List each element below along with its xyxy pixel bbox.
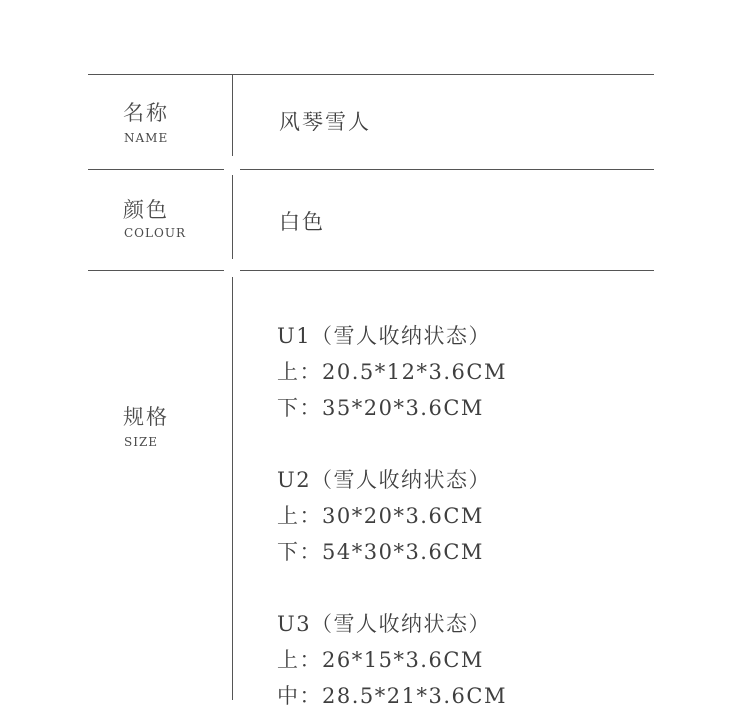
spec-line: 上：20.5*12*3.6CM xyxy=(277,360,507,384)
name-value: 风琴雪人 xyxy=(279,110,371,134)
name-label-en: NAME xyxy=(124,131,169,145)
spec-line: 下：35*20*3.6CM xyxy=(277,396,484,420)
column-divider-colour xyxy=(232,175,233,259)
spec-line: 上：30*20*3.6CM xyxy=(277,504,484,528)
name-label: 名称 xyxy=(123,101,169,125)
spec-group-u3 xyxy=(277,606,507,714)
colour-label-en: COLOUR xyxy=(124,226,186,240)
colour-label: 颜色 xyxy=(123,198,169,222)
table-top-border xyxy=(88,74,654,75)
size-label: 规格 xyxy=(123,405,169,429)
column-divider-name xyxy=(232,74,233,156)
size-label-en: SIZE xyxy=(124,435,159,449)
spec-line: 下：54*30*3.6CM xyxy=(277,540,484,564)
row-divider-right-2 xyxy=(240,270,654,271)
spec-title: U2（雪人收纳状态） xyxy=(277,468,492,492)
spec-group-u2 xyxy=(277,462,491,570)
row-divider-left-2 xyxy=(88,270,224,271)
spec-group-u1 xyxy=(277,318,507,426)
spec-line: 上：26*15*3.6CM xyxy=(277,648,484,672)
spec-title: U1（雪人收纳状态） xyxy=(277,324,492,348)
row-divider-left-1 xyxy=(88,169,224,170)
row-divider-right-1 xyxy=(240,169,654,170)
spec-line: 中：28.5*21*3.6CM xyxy=(277,684,507,708)
spec-title: U3（雪人收纳状态） xyxy=(277,612,492,636)
colour-value: 白色 xyxy=(279,210,325,234)
column-divider-size xyxy=(232,277,233,700)
